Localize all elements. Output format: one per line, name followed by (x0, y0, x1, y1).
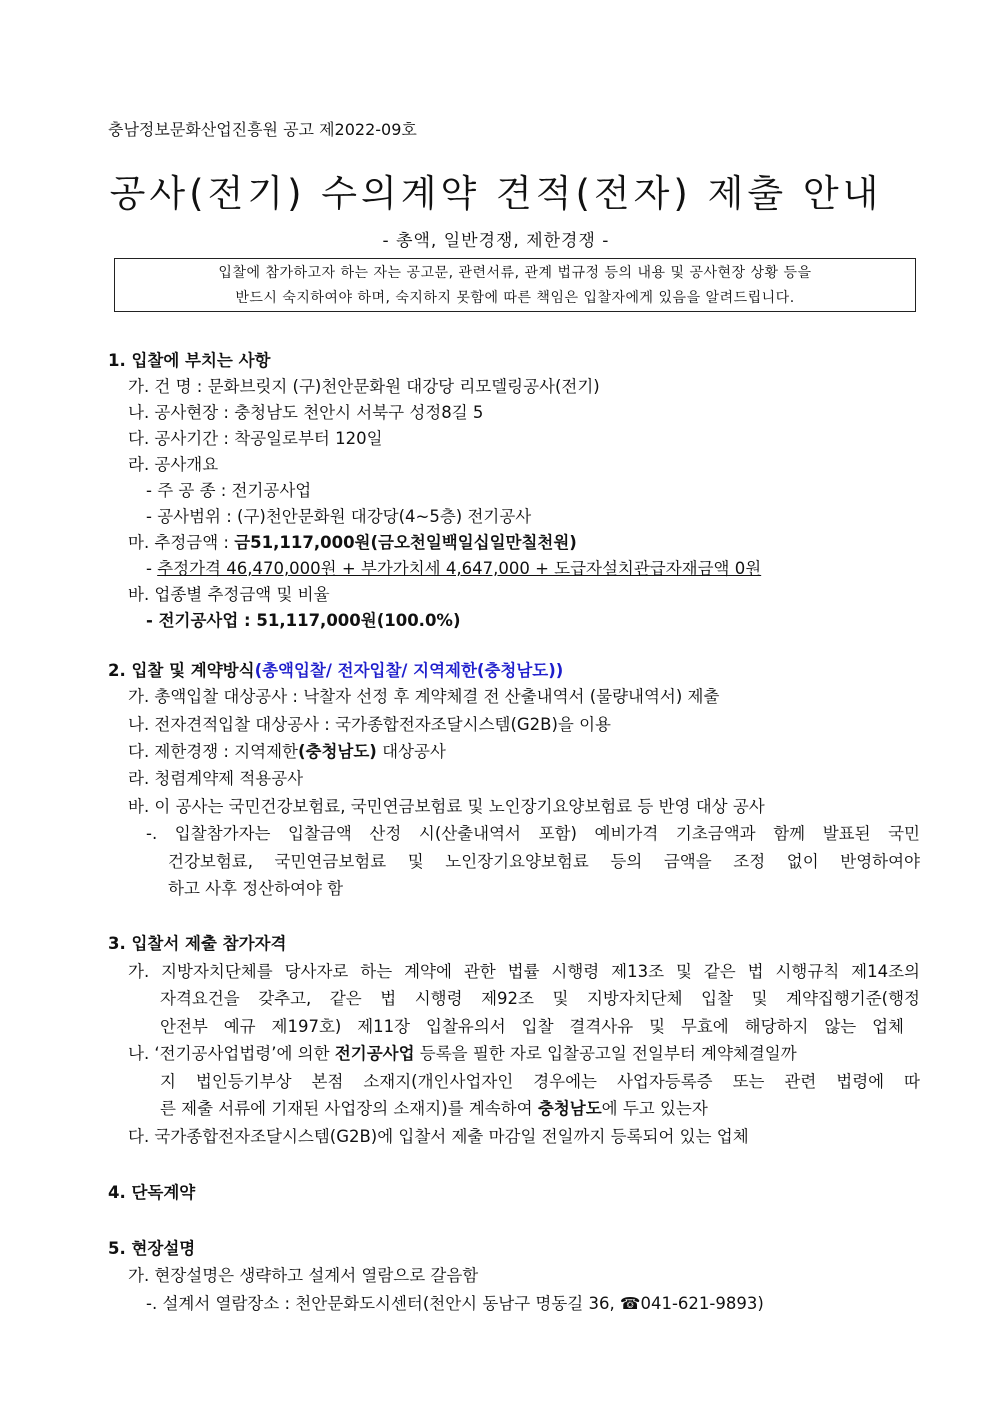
estimated-price-breakdown: 추정가격 46,470,000원 + 부가가치세 4,647,000 + 도급자설치관급자재금액 0원 (157, 559, 762, 578)
s1-item-na: 나. 공사현장 : 충청남도 천안시 서북구 성정8길 5 (128, 403, 484, 422)
s2-item-ba1-line3: 하고 사후 정산하여야 함 (168, 879, 344, 898)
s1-item-ra: 라. 공사개요 (128, 455, 219, 474)
estimated-amount: 금51,117,000원(금오천일백일십일만칠천원) (234, 533, 577, 552)
section-5-heading: 5. 현장설명 (108, 1239, 196, 1258)
page-title: 공사(전기) 수의계약 견적(전자) 제출 안내 (109, 172, 883, 215)
s3-na-text-a: 나. ‘전기공사업법령’에 의한 (128, 1044, 335, 1063)
s3-na-text-d: 에 두고 있는자 (601, 1099, 708, 1118)
s2-item-ba1-line2: 건강보험료, 국민연금보험료 및 노인장기요양보험료 등의 금액을 조정 없이 반영하여야 (168, 852, 920, 871)
s2-da-region: (충청남도) (298, 742, 377, 761)
notice-number: 충남정보문화산업진흥원 공고 제2022-09호 (108, 120, 417, 139)
s5-item-ga1: -. 설계서 열람장소 : 천안문화도시센터(천안시 동남구 명동길 36, ☎041-621-9893) (146, 1294, 764, 1313)
s2-item-ga: 가. 총액입찰 대상공사 : 낙찰자 선정 후 계약체결 전 산출내역서 (물량내역서) 제출 (128, 687, 720, 706)
notice-box-line: 반드시 숙지하여야 하며, 숙지하지 못함에 따른 책임은 입찰자에게 있음을 알려드립니다. (235, 290, 795, 306)
s3-item-ga-line2: 자격요건을 갖추고, 같은 법 시행령 제92조 및 지방자치단체 입찰 및 계약집행기준(행정 (160, 989, 920, 1008)
s2-item-ba: 바. 이 공사는 국민건강보험료, 국민연금보험료 및 노인장기요양보험료 등 반영 대상 공사 (128, 797, 765, 816)
section-1-heading: 1. 입찰에 부치는 사항 (108, 351, 271, 370)
s3-na-region: 충청남도 (537, 1099, 602, 1118)
s2-item-na: 나. 전자견적입찰 대상공사 : 국가종합전자조달시스템(G2B)을 이용 (128, 715, 611, 734)
page-subtitle: - 총액, 일반경쟁, 제한경쟁 - (382, 231, 610, 251)
s1-ma-label: 마. 추정금액 : (128, 533, 235, 552)
s3-item-ga-line3: 안전부 예규 제197호) 제11장 입찰유의서 입찰 결격사유 및 무효에 해당하지 않는 업체 (160, 1017, 904, 1036)
s1-item-ra1: - 주 공 종 : 전기공사업 (146, 481, 312, 500)
s2-item-ra: 라. 청렴계약제 적용공사 (128, 769, 304, 788)
s1-item-ra2: - 공사범위 : (구)천안문화원 대강당(4~5층) 전기공사 (146, 507, 532, 526)
s3-na-text-c: 른 제출 서류에 기재된 사업장의 소재지)를 계속하여 (160, 1099, 538, 1118)
s1-item-ma-detail (146, 558, 761, 580)
s5-item-ga: 가. 현장설명은 생략하고 설계서 열람으로 갈음함 (128, 1266, 479, 1285)
s2-item-ba1-line1: -. 입찰참가자는 입찰금액 산정 시(산출내역서 포함) 예비가격 기초금액과 함께 발표된 국민 (146, 824, 920, 843)
notice-box-line: 입찰에 참가하고자 하는 자는 공고문, 관련서류, 관계 법규정 등의 내용 및 공사현장 상황 등을 (218, 265, 812, 281)
s3-item-na-line3 (160, 1098, 708, 1120)
section-2-heading-method: (총액입찰/ 전자입찰/ 지역제한(충청남도)) (254, 661, 564, 680)
s1-item-ba1: - 전기공사업 : 51,117,000원(100.0%) (146, 611, 461, 630)
s3-item-ga-line1: 가. 지방자치단체를 당사자로 하는 계약에 관한 법률 시행령 제13조 및 같은 법 시행규칙 제14조의 (128, 962, 920, 981)
s2-da-suffix: 대상공사 (376, 742, 446, 761)
s1-item-ba: 바. 업종별 추정금액 및 비율 (128, 585, 330, 604)
s2-da-text: 다. 제한경쟁 : 지역제한 (128, 742, 298, 761)
s1-item-da: 다. 공사기간 : 착공일로부터 120일 (128, 429, 383, 448)
s3-na-business: 전기공사업 (334, 1044, 415, 1063)
s3-item-na-line1 (128, 1043, 797, 1065)
s3-na-text-b: 등록을 필한 자로 입찰공고일 전일부터 계약체결일까 (414, 1044, 797, 1063)
section-3-heading: 3. 입찰서 제출 참가자격 (108, 934, 287, 953)
section-2-heading (108, 660, 563, 682)
s3-item-da: 다. 국가종합전자조달시스템(G2B)에 입찰서 제출 마감일 전일까지 등록되어 있는 업체 (128, 1127, 749, 1146)
s1-item-ga: 가. 건 명 : 문화브릿지 (구)천안문화원 대강당 리모델링공사(전기) (128, 377, 600, 396)
s1-ma-dash: - (146, 559, 158, 578)
section-2-heading-text: 2. 입찰 및 계약방식 (108, 661, 255, 680)
s2-item-da (128, 741, 446, 763)
section-4-heading: 4. 단독계약 (108, 1183, 196, 1202)
s1-item-ma (128, 532, 577, 554)
notice-box (114, 258, 916, 312)
s3-item-na-line2: 지 법인등기부상 본점 소재지(개인사업자인 경우에는 사업자등록증 또는 관련 법령에 따 (160, 1072, 920, 1091)
